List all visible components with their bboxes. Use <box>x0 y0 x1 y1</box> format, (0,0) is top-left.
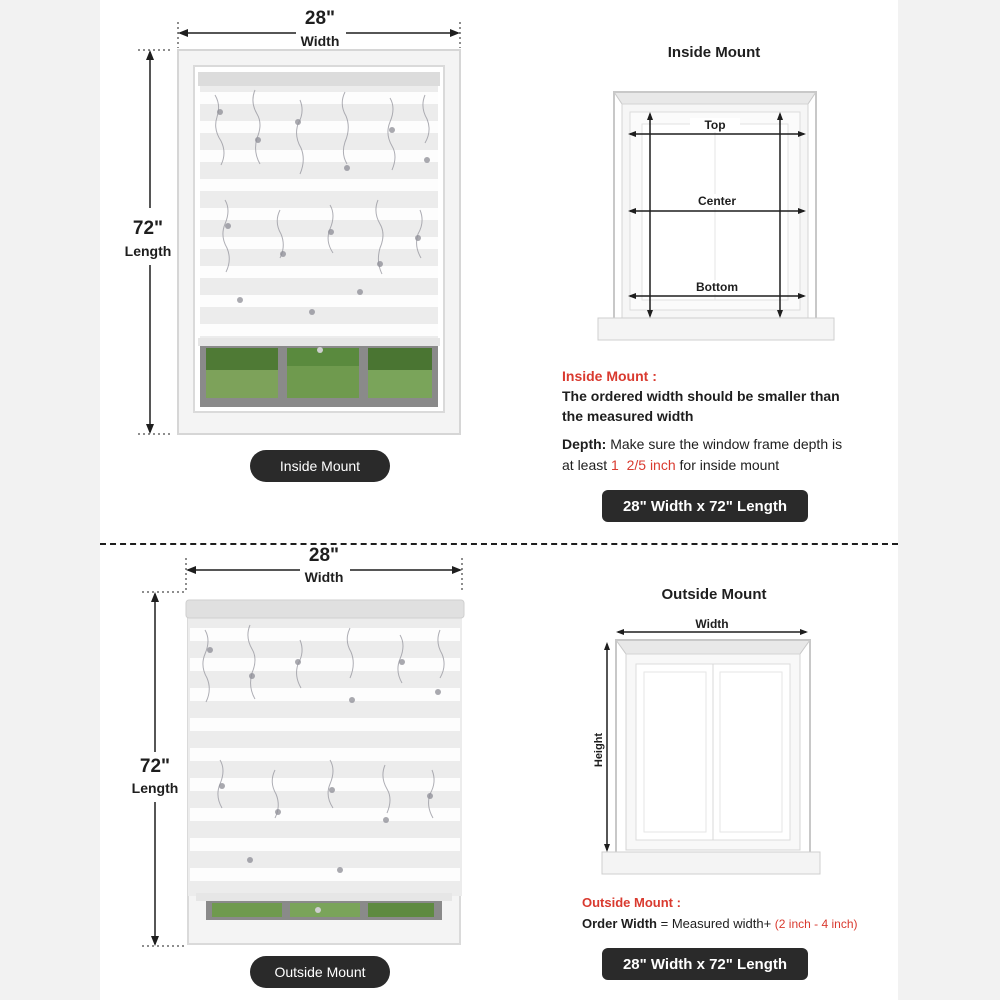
measure-top-label: Top <box>690 118 740 132</box>
outside-mount-pill: Outside Mount <box>250 956 390 988</box>
outside-size-label: 28" Width x 72" Length <box>602 948 808 980</box>
inside-note-line2: the measured width <box>562 408 694 424</box>
depth-value: 1 2/5 inch <box>611 457 676 473</box>
inside-length-label: Length <box>124 243 172 259</box>
measure-bottom-label: Bottom <box>682 280 752 294</box>
depth-text2b: for inside mount <box>675 457 780 473</box>
outside-length-value: 72" <box>139 756 171 777</box>
inside-width-value: 28" <box>304 8 336 29</box>
inside-diagram-title: Inside Mount <box>667 44 761 61</box>
depth-text2a: at least <box>562 457 612 473</box>
outside-diagram-title: Outside Mount <box>661 586 767 603</box>
outside-length-label: Length <box>131 780 179 796</box>
outside-note-heading: Outside Mount : <box>582 895 681 910</box>
measure-width-label: Width <box>682 617 742 631</box>
order-width-extra: (2 inch - 4 inch) <box>774 917 858 931</box>
outside-width-value: 28" <box>308 545 340 566</box>
inside-note-heading: Inside Mount : <box>562 368 657 384</box>
inside-length-value: 72" <box>132 218 164 239</box>
measure-height-label: Height <box>593 723 605 777</box>
inside-mount-pill: Inside Mount <box>250 450 390 482</box>
depth-text1: Make sure the window frame depth is <box>606 436 843 452</box>
measure-center-label: Center <box>682 194 752 208</box>
order-width-text: = Measured width+ <box>657 916 775 931</box>
inside-width-label: Width <box>300 33 340 49</box>
inside-note-line1: The ordered width should be smaller than <box>562 388 840 404</box>
outside-width-label: Width <box>304 569 344 585</box>
order-width-label: Order Width <box>582 916 657 931</box>
depth-label: Depth: <box>562 436 607 452</box>
inside-size-label: 28" Width x 72" Length <box>602 490 808 522</box>
order-width-note <box>582 916 858 931</box>
